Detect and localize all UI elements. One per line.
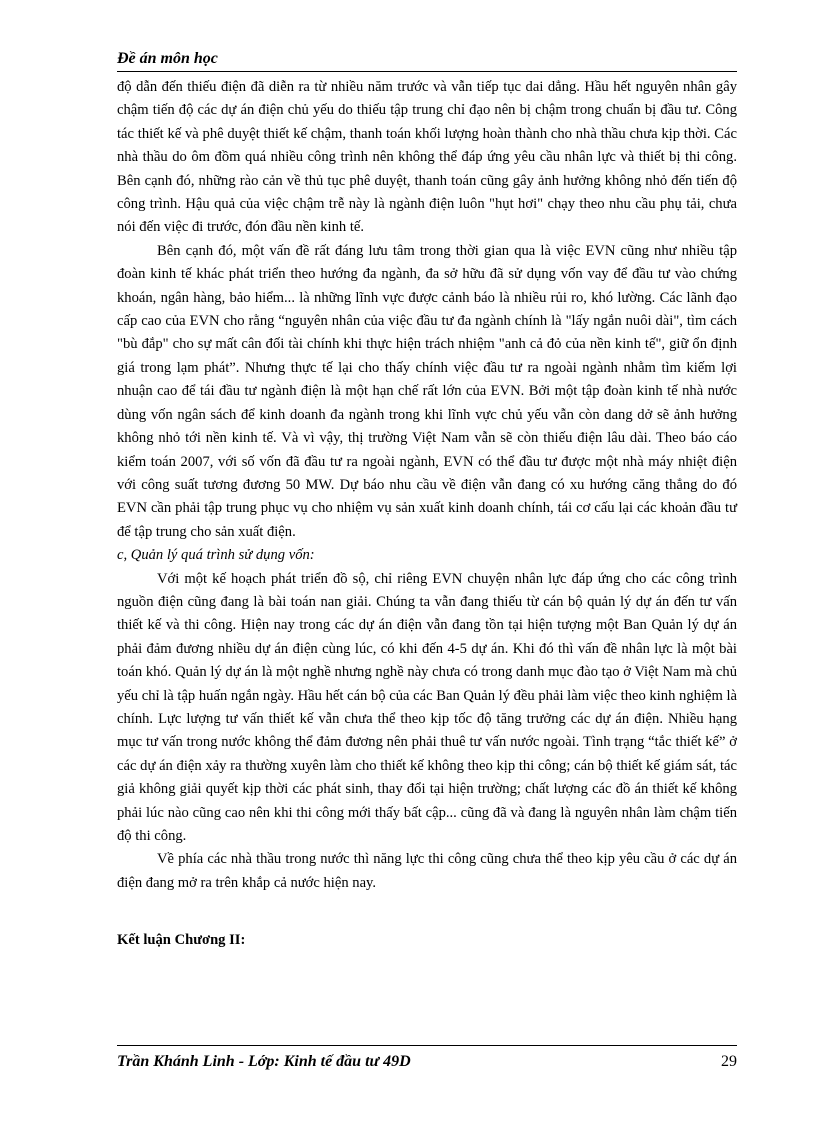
- chapter-conclusion-heading: Kết luận Chương II:: [117, 932, 246, 949]
- footer-divider: [117, 1045, 737, 1046]
- page-header: Đề án môn học: [117, 50, 218, 67]
- section-subheading: c, Quản lý quá trình sử dụng vốn:: [117, 547, 315, 564]
- page-number: 29: [721, 1053, 737, 1070]
- paragraph-1: độ dẫn đến thiếu điện đã diễn ra từ nhiều năm trước và vẫn tiếp tục dai dẳng. Hầu hết nguyên nhân gây chậm tiến độ các dự án điện chủ yếu do thiếu tập trung chỉ đạo nên bị chậm trong chuẩn bị đầu tư. Công tác thiết kế và phê duyệt thiết kế chậm, thanh toán khối lượng hoàn thành cho nhà thầu chưa kịp thời. Các nhà thầu do ôm đồm quá nhiều công trình nên không thể đáp ứng yêu cầu nhân lực và thiết bị thi công. Bên cạnh đó, những rào cản về thủ tục phê duyệt, thanh toán cũng gây ảnh hưởng không nhỏ đến tiến độ công trình. Hậu quả của việc chậm trễ này là ngành điện luôn "hụt hơi" chạy theo nhu cầu phụ tải, chưa nói đến việc đi trước, đón đầu nền kinh tế.: [117, 79, 737, 236]
- footer-author: Trần Khánh Linh - Lớp: Kinh tế đầu tư 49D: [117, 1053, 411, 1070]
- paragraph-2: Bên cạnh đó, một vấn đề rất đáng lưu tâm trong thời gian qua là việc EVN cũng như nhiều tập đoàn kinh tế khác phát triển theo hướng đa ngành, đa sở hữu đã sử dụng vốn vay để đầu tư vào chứng khoán, ngân hàng, bảo hiểm... là những lĩnh vực được cảnh báo là nhiều rủi ro, khó lường. Các lãnh đạo cấp cao của EVN cho rằng “nguyên nhân của việc đầu tư đa ngành chính là "lấy ngắn nuôi dài", tìm cách "bù đắp" cho sự mất cân đối tài chính khi thực hiện trách nhiệm "anh cả đỏ của nền kinh tế", giữ ổn định giá trong lạm phát”. Nhưng thực tế lại cho thấy chính việc đầu tư ra ngoài ngành nhằm tìm kiếm lợi nhuận cao để tái đầu tư ngành điện là một hạn chế rất lớn của EVN. Bởi một tập đoàn kinh tế nhà nước dùng vốn ngân sách để kinh doanh đa ngành trong khi lĩnh vực chủ yếu vẫn còn dang dở sẽ ảnh hưởng không nhỏ tới nền kinh tế. Và vì vậy, thị trường Việt Nam vẫn sẽ còn thiếu điện lâu dài. Theo báo cáo kiểm toán 2007, với số vốn đã đầu tư ra ngoài ngành, EVN có thể đầu tư được một nhà máy nhiệt điện với công suất tương đương 50 MW. Dự báo nhu cầu về điện vẫn đang có xu hướng căng thẳng do đó EVN cần phải tập trung phục vụ cho nhiệm vụ sản xuất kinh doanh chính, tái cơ cấu lại các khoản đầu tư để tập trung cho sản xuất điện.: [117, 242, 737, 540]
- document-body: [117, 76, 737, 953]
- paragraph-4: Về phía các nhà thầu trong nước thì năng lực thi công cũng chưa thể theo kịp yêu cầu ở các dự án điện đang mở ra trên khắp cả nước hiện nay.: [117, 851, 737, 891]
- paragraph-3: Với một kế hoạch phát triển đồ sộ, chỉ riêng EVN chuyện nhân lực đáp ứng cho các công trình nguồn điện cũng đang là bài toán nan giải. Chúng ta vẫn đang thiếu từ cán bộ quản lý dự án đến tư vấn thiết kế và thi công. Hiện nay trong các dự án điện vẫn đang tồn tại hiện tượng một Ban Quản lý dự án phải đảm đương nhiều dự án điện cùng lúc, có khi đến 4-5 dự án. Khi đó thì vấn đề nhân lực là một bài toán khó. Quản lý dự án là một nghề nhưng nghề này chưa có trong danh mục đào tạo ở Việt Nam mà chủ yếu chỉ là tập huấn ngắn ngày. Hầu hết cán bộ của các Ban Quản lý đều phải làm việc theo kinh nghiệm là chính. Lực lượng tư vấn thiết kế vẫn chưa thể theo kịp tốc độ tăng trưởng các dự án điện. Nhiều hạng mục tư vấn trong nước không thể đảm đương nên phải thuê tư vấn nước ngoài. Tình trạng “tắc thiết kế” ở các dự án điện xảy ra thường xuyên làm cho thiết kế không theo kịp thi công; cán bộ thiết kế giám sát, tác giả không giải quyết kịp thời các phát sinh, thay đổi tại hiện trường; chất lượng các đồ án thiết kế không phải lúc nào cũng cao nên khi thi công mới thấy bất cập... cũng đã và đang là nguyên nhân làm chậm tiến độ thi công.: [117, 570, 737, 844]
- header-divider: [117, 71, 737, 72]
